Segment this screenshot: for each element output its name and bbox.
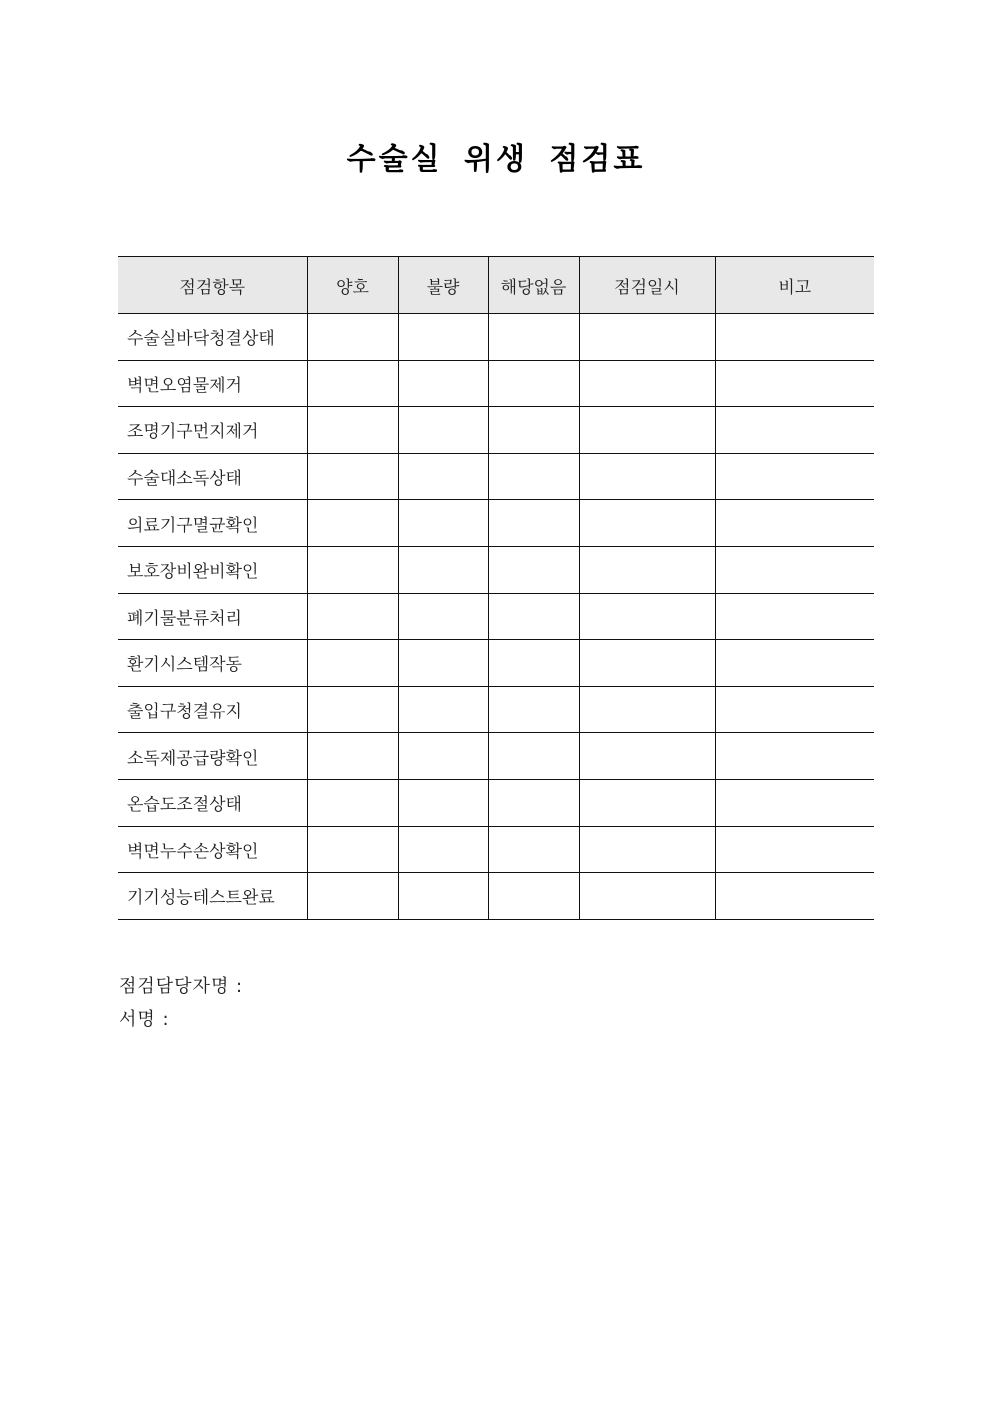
bad-cell[interactable] <box>398 640 488 687</box>
inspector-name-label: 점검담당자명 : <box>119 976 244 997</box>
note-cell[interactable] <box>715 779 874 826</box>
good-cell[interactable] <box>307 546 398 593</box>
note-cell[interactable] <box>715 500 874 547</box>
item-cell: 환기시스템작동 <box>118 640 307 687</box>
na-cell[interactable] <box>488 779 579 826</box>
bad-cell[interactable] <box>398 407 488 454</box>
note-cell[interactable] <box>715 407 874 454</box>
header-bad: 불량 <box>398 257 488 314</box>
note-cell[interactable] <box>715 453 874 500</box>
good-cell[interactable] <box>307 640 398 687</box>
na-cell[interactable] <box>488 733 579 780</box>
note-cell[interactable] <box>715 873 874 920</box>
good-cell[interactable] <box>307 593 398 640</box>
header-good: 양호 <box>307 257 398 314</box>
datetime-cell[interactable] <box>579 686 715 733</box>
bad-cell[interactable] <box>398 314 488 361</box>
item-cell: 수술실바닥청결상태 <box>118 314 307 361</box>
item-cell: 벽면누수손상확인 <box>118 826 307 873</box>
datetime-cell[interactable] <box>579 873 715 920</box>
item-cell: 벽면오염물제거 <box>118 360 307 407</box>
note-cell[interactable] <box>715 546 874 593</box>
note-cell[interactable] <box>715 360 874 407</box>
table-row <box>118 686 874 733</box>
na-cell[interactable] <box>488 546 579 593</box>
inspection-table <box>118 256 874 920</box>
item-cell: 의료기구멸균확인 <box>118 500 307 547</box>
na-cell[interactable] <box>488 640 579 687</box>
bad-cell[interactable] <box>398 873 488 920</box>
header-datetime: 점검일시 <box>579 257 715 314</box>
bad-cell[interactable] <box>398 826 488 873</box>
item-cell: 조명기구먼지제거 <box>118 407 307 454</box>
good-cell[interactable] <box>307 826 398 873</box>
note-cell[interactable] <box>715 826 874 873</box>
na-cell[interactable] <box>488 407 579 454</box>
note-cell[interactable] <box>715 593 874 640</box>
datetime-cell[interactable] <box>579 314 715 361</box>
na-cell[interactable] <box>488 500 579 547</box>
note-cell[interactable] <box>715 314 874 361</box>
header-item: 점검항목 <box>118 257 307 314</box>
table-header-row <box>118 257 874 314</box>
good-cell[interactable] <box>307 407 398 454</box>
table-row <box>118 733 874 780</box>
item-cell: 소독제공급량확인 <box>118 733 307 780</box>
na-cell[interactable] <box>488 453 579 500</box>
bad-cell[interactable] <box>398 500 488 547</box>
item-cell: 기기성능테스트완료 <box>118 873 307 920</box>
good-cell[interactable] <box>307 500 398 547</box>
good-cell[interactable] <box>307 453 398 500</box>
datetime-cell[interactable] <box>579 407 715 454</box>
datetime-cell[interactable] <box>579 360 715 407</box>
document-title: 수술실 위생 점검표 <box>346 142 646 177</box>
note-cell[interactable] <box>715 733 874 780</box>
table-row <box>118 593 874 640</box>
datetime-cell[interactable] <box>579 826 715 873</box>
datetime-cell[interactable] <box>579 453 715 500</box>
datetime-cell[interactable] <box>579 733 715 780</box>
table-row <box>118 640 874 687</box>
table-row <box>118 314 874 361</box>
good-cell[interactable] <box>307 314 398 361</box>
na-cell[interactable] <box>488 873 579 920</box>
bad-cell[interactable] <box>398 686 488 733</box>
datetime-cell[interactable] <box>579 500 715 547</box>
table-row <box>118 500 874 547</box>
table-row <box>118 779 874 826</box>
table-row <box>118 826 874 873</box>
na-cell[interactable] <box>488 314 579 361</box>
datetime-cell[interactable] <box>579 593 715 640</box>
header-na: 해당없음 <box>488 257 579 314</box>
good-cell[interactable] <box>307 779 398 826</box>
good-cell[interactable] <box>307 686 398 733</box>
item-cell: 출입구청결유지 <box>118 686 307 733</box>
datetime-cell[interactable] <box>579 779 715 826</box>
table-row <box>118 407 874 454</box>
signature-label: 서명 : <box>119 1009 170 1030</box>
bad-cell[interactable] <box>398 360 488 407</box>
bad-cell[interactable] <box>398 453 488 500</box>
good-cell[interactable] <box>307 360 398 407</box>
bad-cell[interactable] <box>398 546 488 593</box>
header-note: 비고 <box>715 257 874 314</box>
note-cell[interactable] <box>715 640 874 687</box>
bad-cell[interactable] <box>398 593 488 640</box>
good-cell[interactable] <box>307 873 398 920</box>
datetime-cell[interactable] <box>579 640 715 687</box>
item-cell: 수술대소독상태 <box>118 453 307 500</box>
table-row <box>118 873 874 920</box>
table-row <box>118 453 874 500</box>
good-cell[interactable] <box>307 733 398 780</box>
na-cell[interactable] <box>488 686 579 733</box>
item-cell: 폐기물분류처리 <box>118 593 307 640</box>
na-cell[interactable] <box>488 593 579 640</box>
item-cell: 보호장비완비확인 <box>118 546 307 593</box>
na-cell[interactable] <box>488 360 579 407</box>
bad-cell[interactable] <box>398 733 488 780</box>
datetime-cell[interactable] <box>579 546 715 593</box>
table-row <box>118 546 874 593</box>
na-cell[interactable] <box>488 826 579 873</box>
table-row <box>118 360 874 407</box>
note-cell[interactable] <box>715 686 874 733</box>
bad-cell[interactable] <box>398 779 488 826</box>
item-cell: 온습도조절상태 <box>118 779 307 826</box>
